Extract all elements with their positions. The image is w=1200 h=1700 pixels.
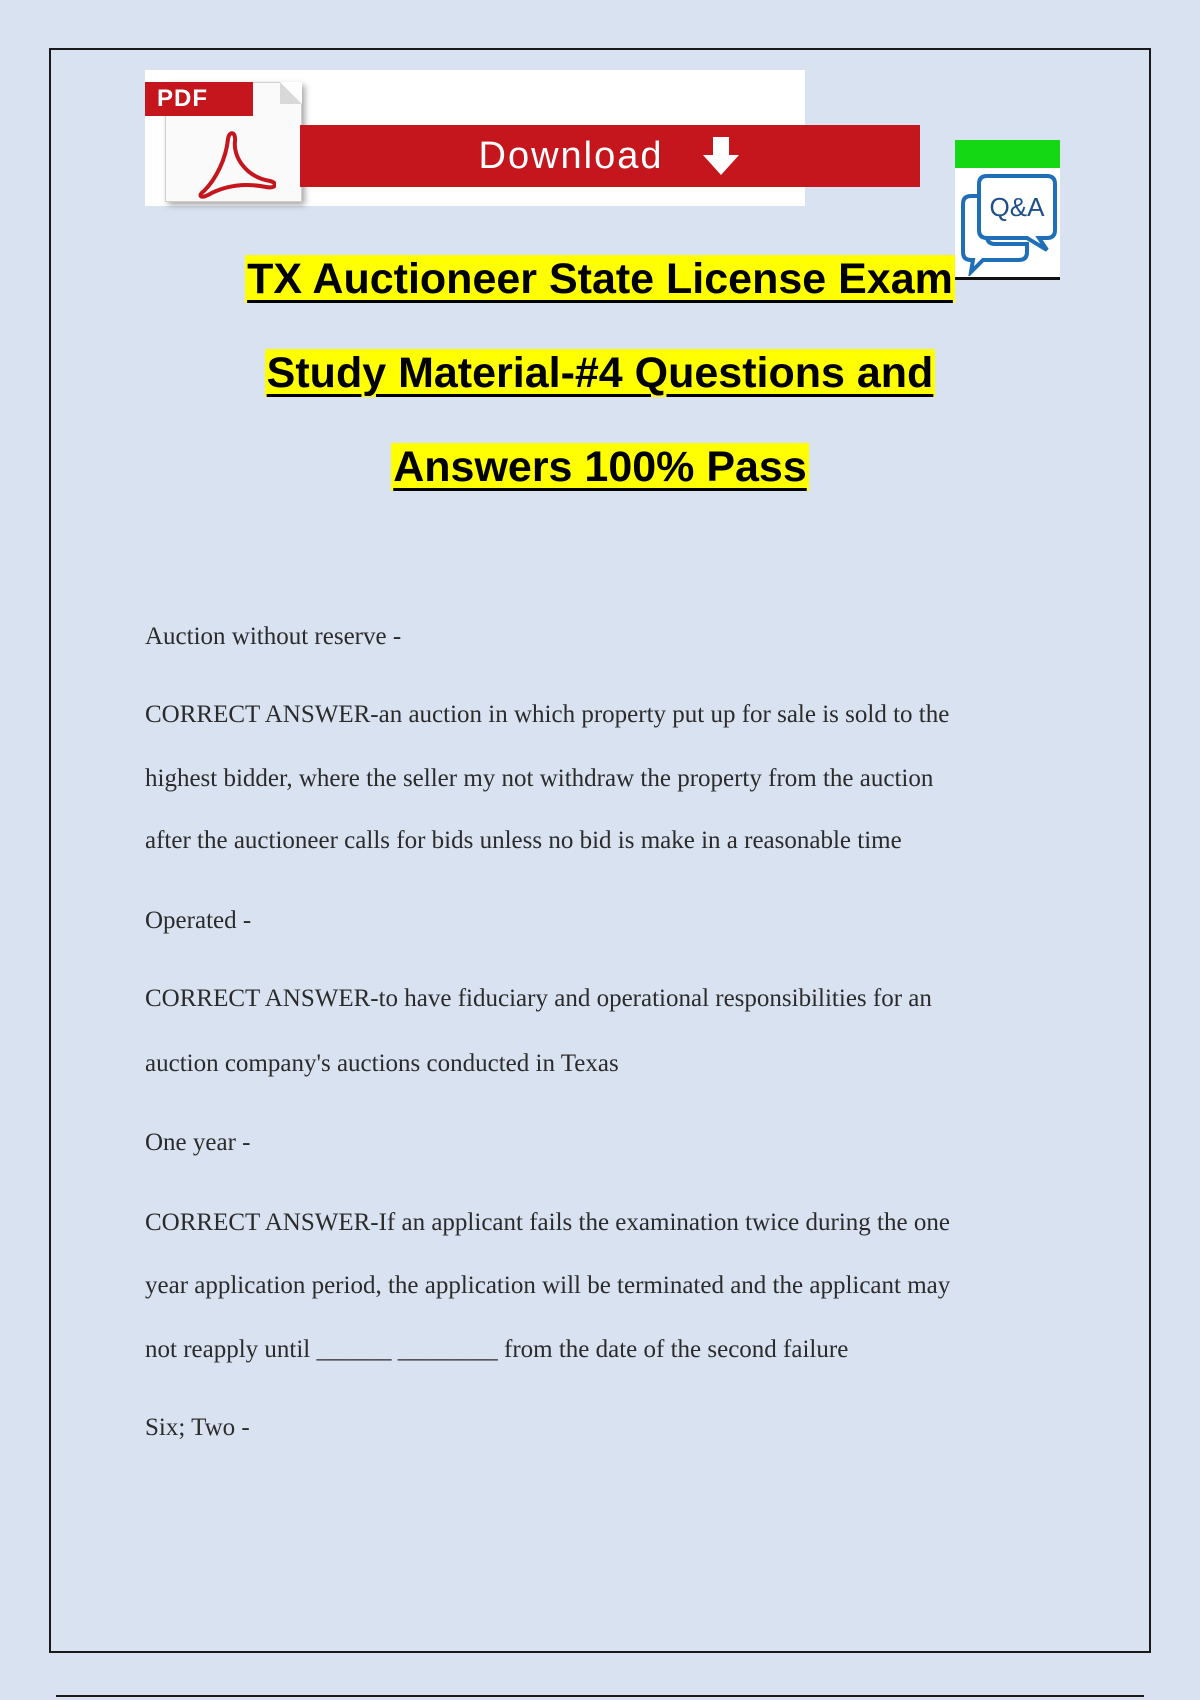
answer-3-line-2: year application period, the application will be terminated and the applicant may (145, 1272, 951, 1299)
title-line-1-text: TX Auctioneer State License Exam (247, 255, 953, 303)
qa-label: Q&A (989, 192, 1045, 222)
term-1: Auction without reserve - (145, 623, 402, 650)
title-line-2 (49, 326, 1151, 420)
term-2: Operated - (145, 907, 252, 934)
acrobat-icon (196, 129, 276, 199)
qa-top-bar (955, 140, 1060, 168)
title-line-1 (49, 232, 1151, 326)
title-line-2-text: Study Material-#4 Questions and (266, 349, 934, 397)
answer-1-line-2: highest bidder, where the seller my not withdraw the property from the auction (145, 765, 934, 792)
download-label: Download (478, 134, 664, 177)
term-4: Six; Two - (145, 1414, 250, 1441)
pdf-tag: PDF (145, 82, 253, 116)
bottom-rule (56, 1695, 1144, 1697)
term-3: One year - (145, 1129, 251, 1156)
answer-3-line-1: CORRECT ANSWER-If an applicant fails the examination twice during the one (145, 1209, 950, 1236)
answer-1-line-1: CORRECT ANSWER-an auction in which property put up for sale is sold to the (145, 701, 950, 728)
answer-1-line-3: after the auctioneer calls for bids unless no bid is make in a reasonable time (145, 827, 902, 854)
title-line-3 (49, 420, 1151, 514)
answer-2-line-1: CORRECT ANSWER-to have fiduciary and operational responsibilities for an (145, 985, 932, 1012)
download-button[interactable] (300, 125, 920, 187)
download-banner[interactable] (145, 70, 1045, 222)
answer-3-line-3: not reapply until ______ ________ from the date of the second failure (145, 1336, 849, 1363)
title-line-3-text: Answers 100% Pass (393, 443, 807, 491)
answer-2-line-2: auction company's auctions conducted in Texas (145, 1050, 619, 1077)
download-arrow-icon (700, 135, 742, 177)
document-title (49, 232, 1151, 514)
